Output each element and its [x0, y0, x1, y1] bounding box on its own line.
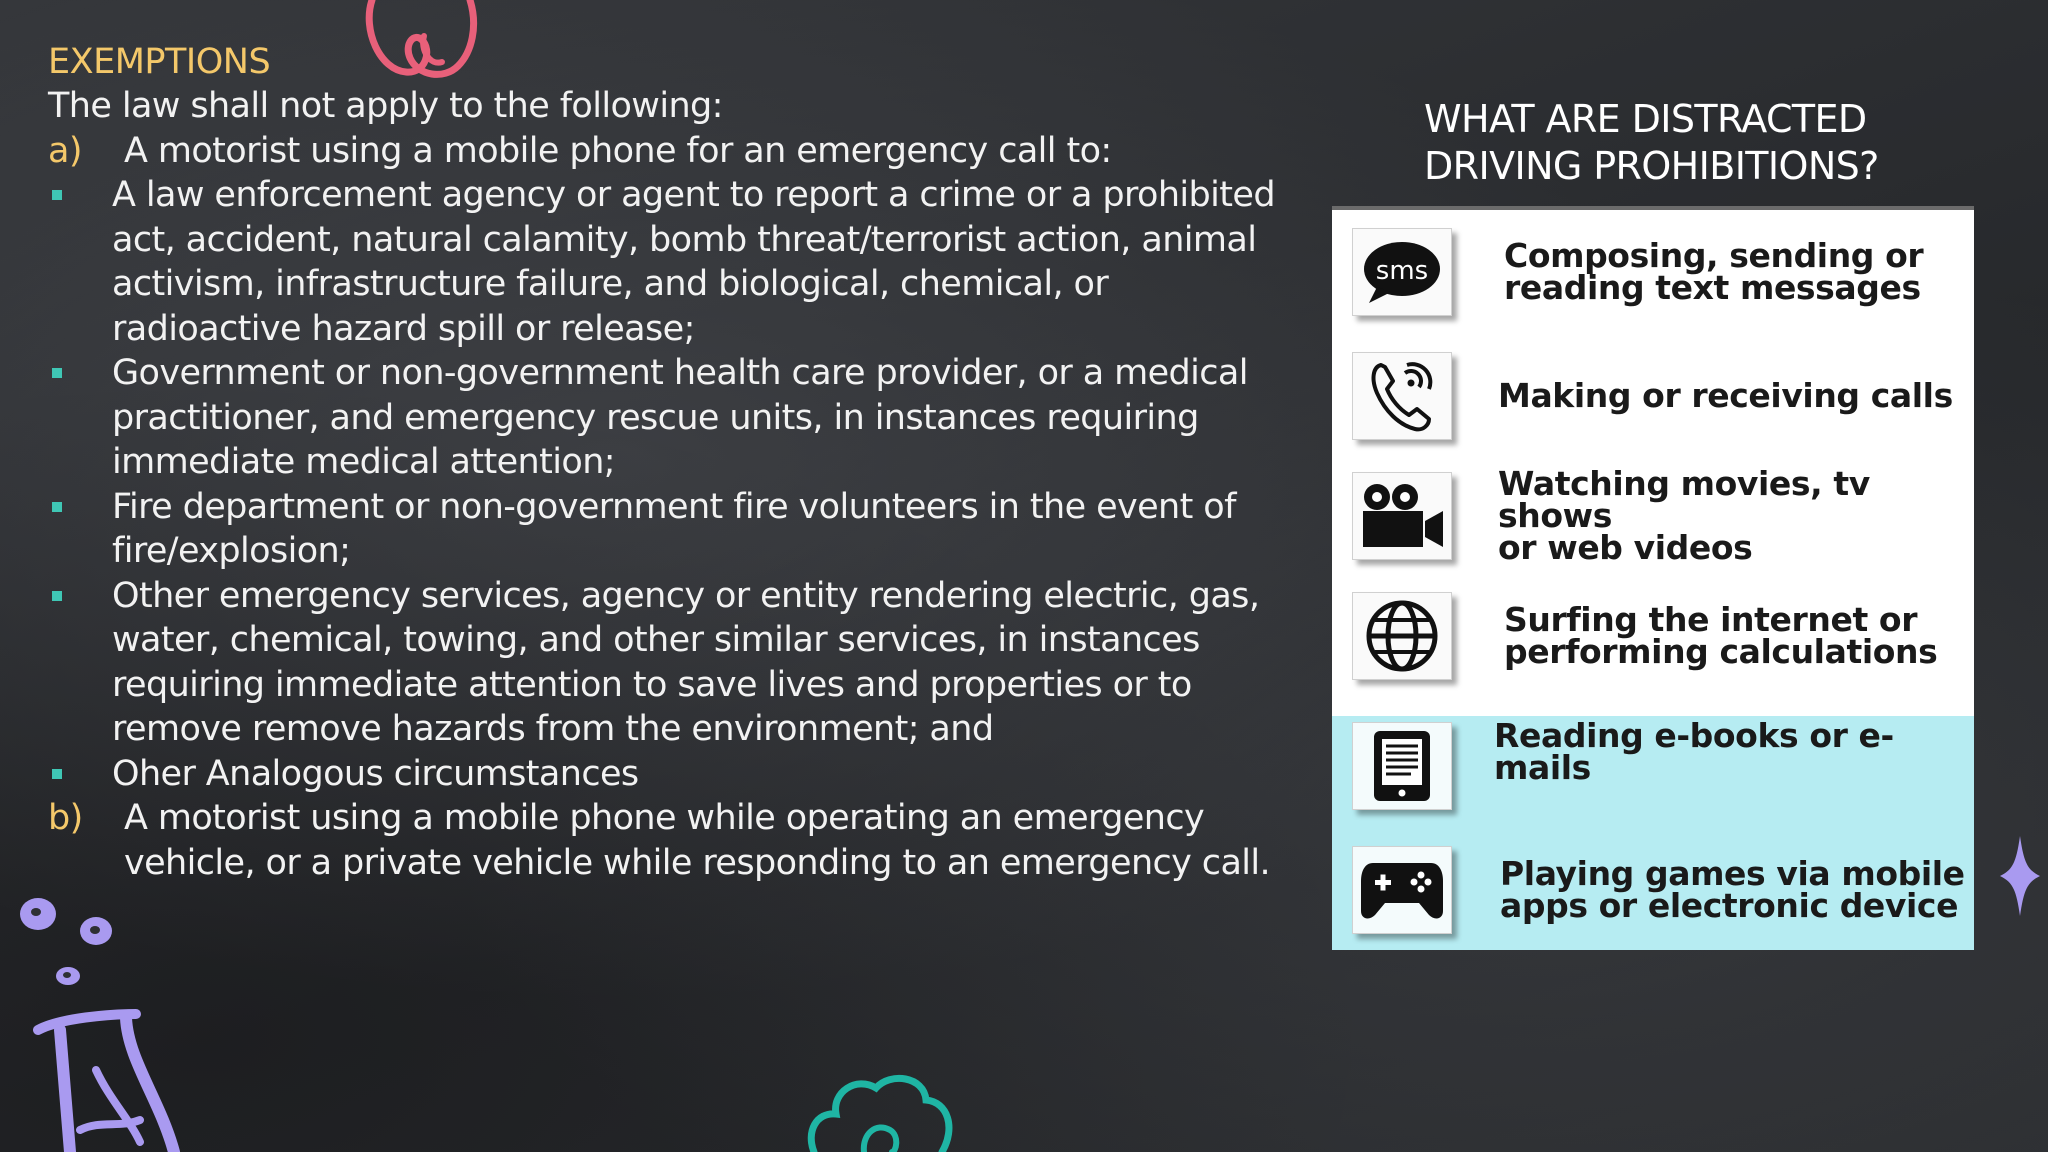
- prohibition-item-calls: [1352, 346, 1972, 446]
- exemptions-section: [48, 40, 1288, 885]
- pink-doodle-icon: [360, 0, 490, 86]
- bullet-text: Oher Analogous circumstances: [112, 753, 639, 794]
- prohibition-label: Composing, sending or reading text messages: [1504, 236, 1924, 307]
- prohibition-item-games: [1352, 840, 1972, 940]
- list-item-a-text: A motorist using a mobile phone for an emergency call to:: [124, 130, 1112, 171]
- bullet-item: [48, 574, 1288, 752]
- bullet-item: [48, 351, 1288, 485]
- bullet-marker: [48, 351, 112, 485]
- ebook-reader-icon: [1352, 722, 1452, 810]
- bullet-marker: [48, 574, 112, 752]
- prohibition-item-videos: [1352, 466, 1972, 566]
- list-item-b-text: A motorist using a mobile phone while operating an emergency vehicle, or a private vehicle while responding to an emergency call.: [124, 798, 1271, 883]
- prohibition-label: Surfing the internet or performing calculations: [1504, 600, 1938, 671]
- section-heading: EXEMPTIONS: [48, 42, 271, 82]
- bullet-marker: [48, 752, 112, 797]
- prohibitions-title: [1424, 96, 1944, 190]
- teal-doodle-icon: [806, 1072, 956, 1152]
- bullet-item: [48, 752, 1288, 797]
- bullet-item: [48, 173, 1288, 351]
- bullet-marker: [48, 173, 112, 351]
- prohibitions-title-line-1: WHAT ARE DISTRACTED: [1424, 97, 1867, 141]
- gamepad-icon: [1352, 846, 1452, 934]
- purple-sparkle-icon: [2000, 836, 2040, 916]
- bullet-text: Other emergency services, agency or entity rendering electric, gas, water, chemical, towing, and other similar services, in instances requiring immediate attention to save lives and properties or to remove remove hazards from the environment; and: [112, 575, 1260, 749]
- prohibition-label: Watching movies, tv shows or web videos: [1498, 464, 1870, 567]
- bullet-item: [48, 485, 1288, 574]
- prohibition-label: Reading e-books or e-mails: [1494, 716, 1894, 787]
- prohibitions-infographic: [1332, 206, 1974, 950]
- bullet-text: Fire department or non-government fire volunteers in the event of fire/explosion;: [112, 486, 1236, 571]
- prohibition-label: Playing games via mobile apps or electronic device: [1500, 854, 1965, 925]
- video-camera-icon: [1352, 472, 1452, 560]
- purple-flask-icon: [30, 1000, 190, 1152]
- purple-bubble-icon: [78, 914, 118, 948]
- sms-bubble-icon: [1352, 228, 1452, 316]
- globe-icon: [1352, 592, 1452, 680]
- intro-text: The law shall not apply to the following:: [48, 86, 723, 126]
- bullet-marker: [48, 485, 112, 574]
- list-marker-b: b): [48, 798, 83, 838]
- svg-text:sms: sms: [1375, 256, 1429, 286]
- bullet-text: A law enforcement agency or agent to report a crime or a prohibited act, accident, natural calamity, bomb threat/terrorist action, animal activism, infrastructure failure, and biological, chemical, or radioactive hazard spill or release;: [112, 175, 1275, 349]
- prohibitions-title-line-2: DRIVING PROHIBITIONS?: [1424, 144, 1879, 188]
- list-item-b: [48, 796, 1288, 885]
- bullet-text: Government or non-government health care provider, or a medical practitioner, and emergency rescue units, in instances requiring immediate medical attention;: [112, 353, 1248, 482]
- prohibition-label: Making or receiving calls: [1498, 376, 1953, 415]
- prohibition-item-texting: [1352, 222, 1972, 322]
- purple-bubbles-icon: [14, 890, 84, 1000]
- phone-call-icon: [1352, 352, 1452, 440]
- prohibition-item-ebooks: [1352, 716, 1972, 816]
- list-marker-a: a): [48, 130, 82, 171]
- list-item-a: [48, 129, 1288, 174]
- prohibition-item-internet: [1352, 586, 1972, 686]
